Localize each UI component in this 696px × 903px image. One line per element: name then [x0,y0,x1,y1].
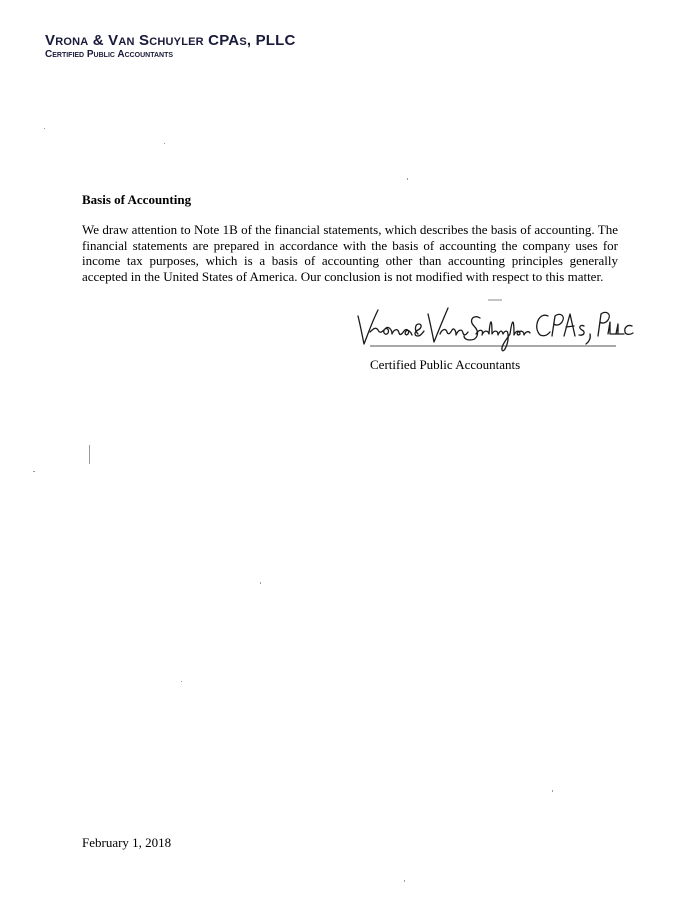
signature-caption: Certified Public Accountants [370,357,521,372]
scan-mark [407,178,408,180]
body-paragraph: We draw attention to Note 1B of the financial statements, which describes the basis of accounting. The financial statements are prepared in accordance with the basis of accounting the company uses for income tax purposes, which is a basis of accounting other than accounting principles generally accepted in the United States of America. Our conclusion is not modified with respect to this matter. [82,222,618,285]
scan-mark [552,790,553,792]
handwritten-signature [352,294,634,358]
letterhead [45,33,296,60]
firm-subtitle: Certified Public Accountants [45,49,174,60]
scan-mark [164,143,165,144]
scan-mark [260,582,261,584]
scan-mark [44,128,45,129]
report-date: February 1, 2018 [82,835,172,850]
scan-mark [404,880,405,882]
scan-mark [33,471,35,472]
section-heading: Basis of Accounting [82,192,192,207]
firm-name: Vrona & Van Schuyler CPAs, PLLC [45,32,296,49]
scan-mark [89,445,90,464]
scan-mark [181,681,182,682]
